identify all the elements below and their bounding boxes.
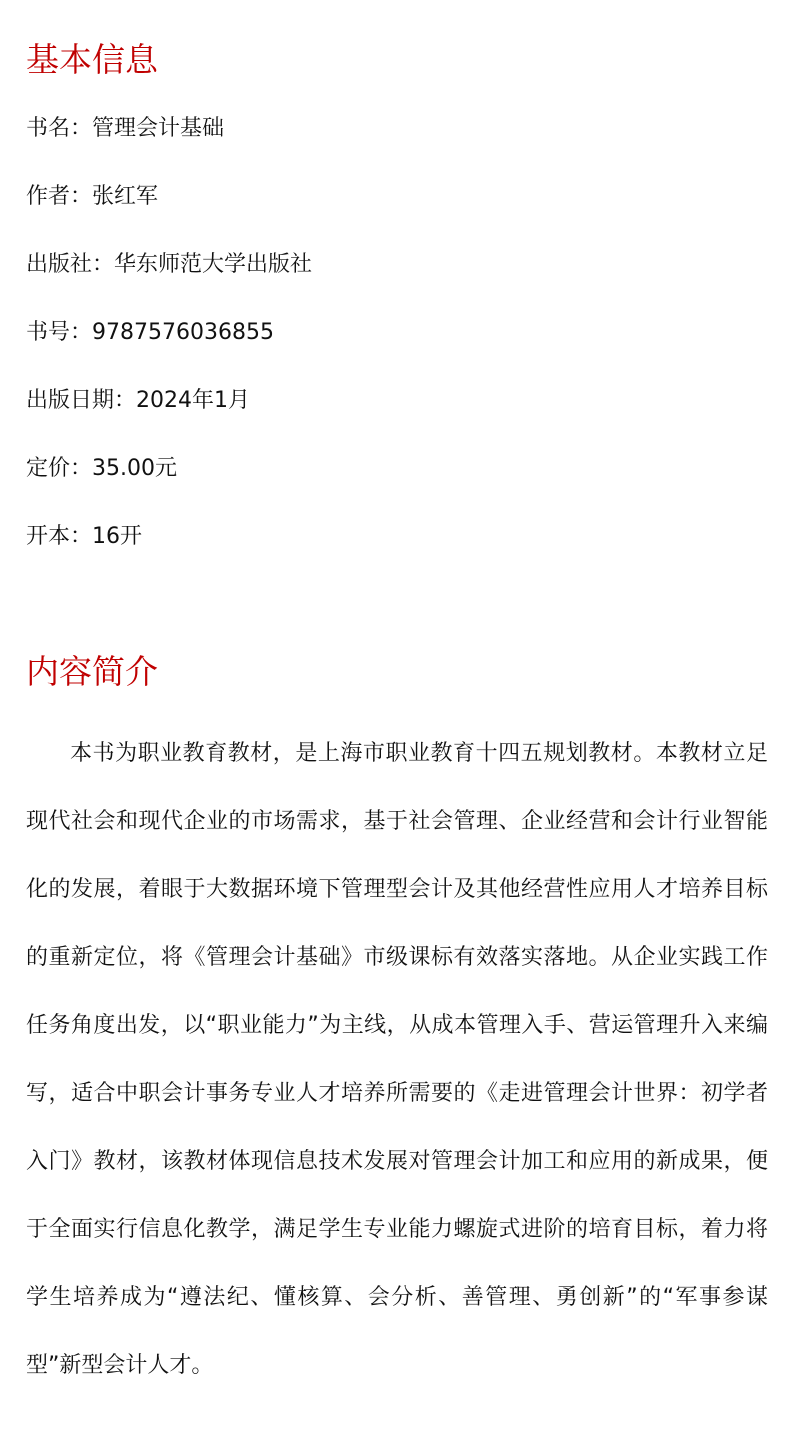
info-label: 出版日期： (26, 388, 137, 413)
basic-info-heading: 基本信息 (26, 40, 158, 79)
info-label: 开本： (26, 524, 93, 549)
info-value: 2024年1月 (136, 388, 251, 413)
info-row-publish-date (26, 386, 250, 416)
info-value: 16开 (92, 524, 143, 549)
introduction-paragraph: 本书为职业教育教材，是上海市职业教育十四五规划教材。本教材立足现代社会和现代企业的市场需求，基于社会管理、企业经营和会计行业智能化的发展，着眼于大数据环境下管理型会计及其他经营性应用人才培养目标的重新定位，将《管理会计基础》市级课标有效落实落地。从企业实践工作任务角度出发，以“职业能力”为主线，从成本管理入手、营运管理升入来编写，适合中职会计事务专业人才培养所需要的《走进管理会计世界：初学者入门》教材，该教材体现信息技术发展对管理会计加工和应用的新成果，便于全面实行信息化教学，满足学生专业能力螺旋式进阶的培育目标，着力将学生培养成为“遵法纪、懂核算、会分析、善管理、勇创新”的“军事参谋型”新型会计人才。 (26, 741, 768, 1378)
info-label: 作者： (26, 184, 93, 209)
info-value: 华东师范大学出版社 (114, 252, 313, 277)
info-value: 9787576036855 (92, 320, 274, 345)
info-row-format (26, 522, 142, 552)
info-row-title (26, 114, 224, 144)
info-label: 定价： (26, 456, 93, 481)
info-row-isbn (26, 318, 274, 348)
info-row-price (26, 454, 177, 484)
introduction-heading: 内容简介 (26, 652, 158, 691)
info-value: 管理会计基础 (92, 116, 225, 141)
info-label: 书号： (26, 320, 93, 345)
info-row-author (26, 182, 158, 212)
info-value: 张红军 (92, 184, 159, 209)
info-value: 35.00元 (92, 456, 177, 481)
info-label: 出版社： (26, 252, 115, 277)
info-label: 书名： (26, 116, 93, 141)
info-row-publisher (26, 250, 312, 280)
